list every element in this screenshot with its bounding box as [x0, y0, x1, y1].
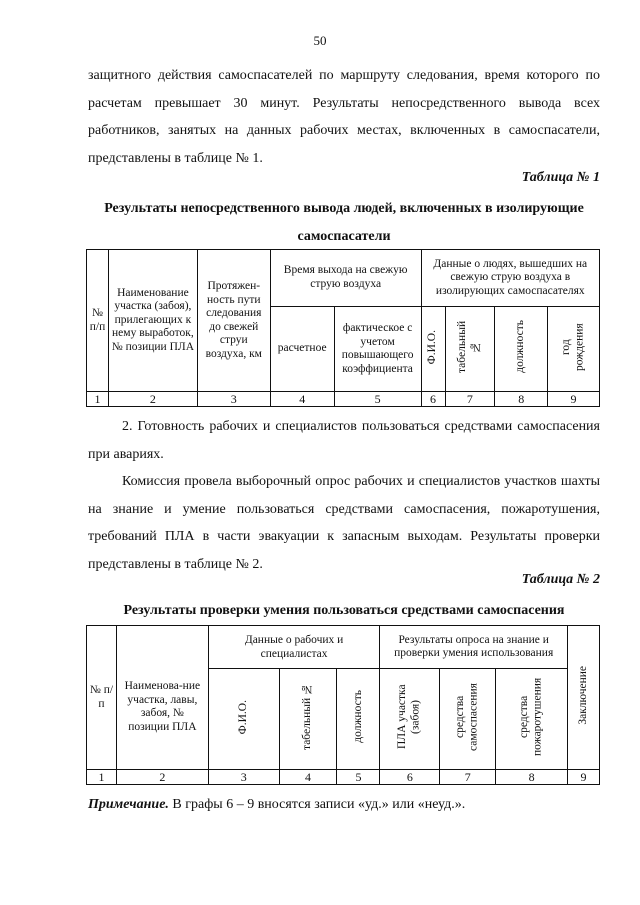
t2-col-number: 5: [337, 770, 380, 785]
t1-header-section: Наименование участка (забоя), прилегающих к нему выработок, № позиции ПЛА: [108, 250, 197, 392]
paragraph-survey: Комиссия провела выборочный опрос рабочих и специалистов участков шахты на знание и умение пользоваться средствами самоспасения, пожаротушения, требований ПЛА в части эвакуации к запасным выходам. Результаты проверки представлены в таблице № 2.: [88, 474, 600, 572]
t2-header-selfrescue-cell: [440, 669, 496, 770]
t2-col-number: 8: [496, 770, 568, 785]
t1-col-number: 6: [421, 392, 445, 407]
t2-header-survey-group: Результаты опроса на знание и проверки умения использования: [380, 626, 568, 669]
t1-col-number: 7: [445, 392, 495, 407]
t1-header-time-actual: фактическое с учетом повышающего коэффициента: [334, 307, 421, 392]
t1-col-number: 1: [87, 392, 109, 407]
t2-header-num: № п/п: [87, 626, 117, 770]
note-text: В графы 6 – 9 вносятся записи «уд.» или «неуд.».: [168, 797, 466, 812]
t1-col-number: 9: [548, 392, 600, 407]
table1: [86, 249, 600, 407]
t2-header-section: Наименова-ние участка, лавы, забоя, № позиции ПЛА: [116, 626, 208, 770]
t1-header-people-group: Данные о людях, вышедших на свежую струю воздуха в изолирующих самоспасателях: [421, 250, 599, 307]
t1-header-time-group: Время выхода на свежую струю воздуха: [270, 250, 421, 307]
note: [88, 797, 465, 813]
t1-header-tab: табельный №: [456, 320, 482, 373]
paragraph-readiness: 2. Готовность рабочих и специалистов пользоваться средствами самоспасения при авариях.: [88, 419, 600, 462]
t2-header-position: должность: [351, 690, 364, 744]
table1-title: Результаты непосредственного вывода людей, включенных в изолирующие самоспасатели: [104, 201, 584, 244]
t2-header-fire: средства пожаротушения: [518, 677, 544, 756]
t2-col-number: 4: [279, 770, 337, 785]
t1-col-number: 5: [334, 392, 421, 407]
table2-title: Результаты проверки умения пользоваться средствами самоспасения: [123, 603, 565, 618]
t2-header-fire-cell: [496, 669, 568, 770]
table2-caption: Таблица № 2: [521, 572, 600, 587]
t2-header-pla-cell: [380, 669, 440, 770]
t1-col-number: 3: [197, 392, 270, 407]
t2-header-selfrescue: средства самоспасения: [454, 682, 480, 751]
t2-col-number: 9: [567, 770, 599, 785]
t2-col-number: 2: [116, 770, 208, 785]
t1-header-time-calc: расчетное: [270, 307, 334, 392]
t2-header-position-cell: [337, 669, 380, 770]
t1-header-fio-cell: [421, 307, 445, 392]
t2-header-conclusion: Заключение: [576, 665, 589, 725]
t2-header-tab: табельный №: [301, 683, 314, 751]
table1-caption: Таблица № 1: [521, 170, 600, 185]
t1-header-position: должность: [514, 320, 527, 374]
t1-header-birth-cell: [548, 307, 600, 392]
t2-header-conclusion-cell: [567, 626, 599, 770]
t2-header-pla: ПЛА участка (забоя): [396, 684, 422, 750]
t1-header-position-cell: [495, 307, 548, 392]
t1-header-tab-cell: [445, 307, 495, 392]
t2-header-fio-cell: [208, 669, 279, 770]
t2-col-number: 3: [208, 770, 279, 785]
t2-col-number: 1: [87, 770, 117, 785]
t1-col-number: 8: [495, 392, 548, 407]
table2: [86, 625, 600, 785]
note-label: Примечание.: [88, 797, 169, 812]
t1-header-birth: год рождения: [560, 322, 586, 371]
t2-col-number: 6: [380, 770, 440, 785]
t2-header-workers-group: Данные о рабочих и специалистах: [208, 626, 380, 669]
t2-col-number: 7: [440, 770, 496, 785]
paragraph-intro: защитного действия самоспасателей по маршруту следования, время которого по расчетам превышает 30 минут. Результаты непосредственного вывода всех работников, занятых на данных рабочих местах, включенных в самоспасатели, представлены в таблице № 1.: [88, 68, 600, 166]
t1-header-fio: Ф.И.О.: [426, 329, 439, 364]
t1-header-num: № п/п: [87, 250, 109, 392]
t1-col-number: 2: [108, 392, 197, 407]
t1-header-length: Протяжен-ность пути следования до свежей струи воздуха, км: [197, 250, 270, 392]
t2-header-fio: Ф.И.О.: [236, 699, 249, 734]
page-number: 50: [313, 33, 327, 48]
t2-header-tab-cell: [279, 669, 337, 770]
t1-col-number: 4: [270, 392, 334, 407]
